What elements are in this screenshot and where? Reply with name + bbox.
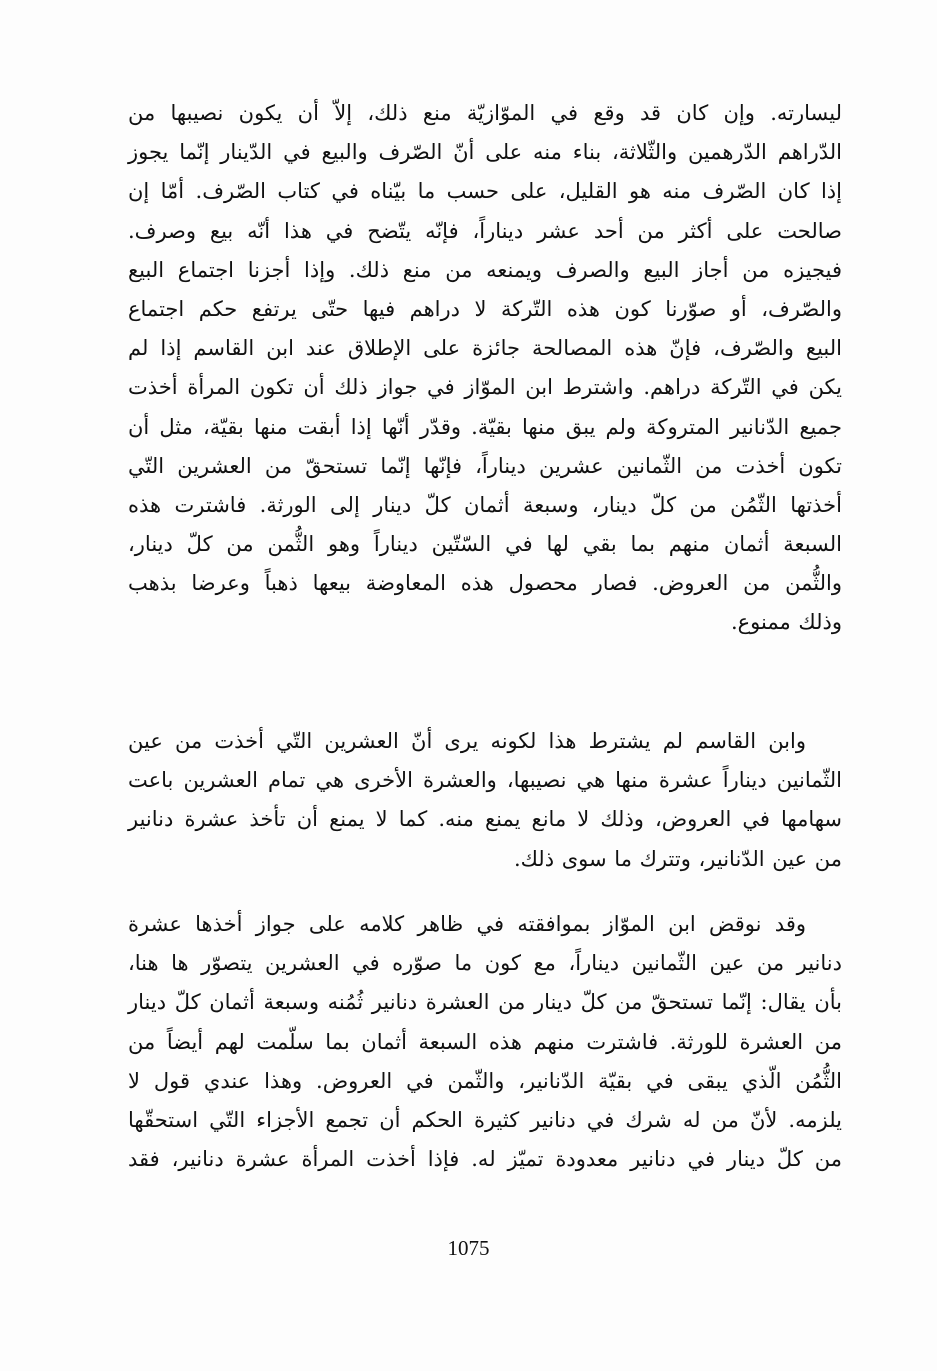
text-line: ليسارته. وإن كان قد وقع في الموّازيّة منع ذلك، إلاّ أن يكون نصيبها من (128, 101, 842, 125)
text-line: بأن يقال: إنّما تستحقّ من كلّ دينار من العشرة دنانير ثُمُنه وسبعة أثمان كلّ دينار (128, 990, 842, 1015)
paragraph-1 (128, 94, 842, 643)
text-line: من العشرة للورثة. فاشترت منهم هذه السبعة أثمان بما سلّمت لهم أيضاً من (128, 1029, 842, 1054)
text-line: الدّراهم الدّرهمين والثّلاثة، بناء منه على أنّ الصّرف والبيع في الدّينار إنّما يجوز (128, 140, 842, 165)
text-line: من عين الدّنانير، وتترك ما سوى ذلك. (513, 846, 842, 871)
text-line: وذلك ممنوع. (730, 610, 842, 635)
text-line: السبعة أثمان منهم بما بقي لها في السّتّين ديناراً وهو الثُّمن من كلّ دينار، (128, 532, 842, 557)
paragraph-2 (128, 722, 842, 879)
text-line: وابن القاسم لم يشترط هذا لكونه يرى أنّ العشرين التّي أخذت من عين (128, 729, 806, 753)
text-line: تكون أخذت من الثّمانين عشرين ديناراً، فإنّها إنّما تستحقّ من العشرين التّي (128, 453, 842, 478)
text-line: وقد نوقض ابن الموّاز بموافقته في ظاهر كلامه على جواز أخذها عشرة (128, 912, 806, 936)
text-line: يكن في التّركة دراهم. واشترط ابن الموّاز في جواز ذلك أن تكون المرأة أخذت (128, 375, 842, 400)
text-line: إذا كان الصّرف منه هو القليل، على حسب ما بيّناه في كتاب الصّرف. أمّا إن (128, 179, 842, 204)
text-line: جميع الدّنانير المتروكة ولم يبق منها بقيّة. وقدّر أنّها إذا أبقت منها بقيّة، مثل أن (128, 414, 842, 439)
text-line: فيجيزه من أجاز البيع والصرف ويمنعه من منع ذلك. وإذا أجزنا اجتماع البيع (128, 257, 842, 282)
page-number: 1075 (447, 1236, 490, 1260)
text-line: يلزمه. لأنّ من له شرك في دنانير كثيرة الحكم أن تجمع الأجزاء التّي استحقّها (128, 1107, 842, 1132)
text-line: أخذتها الثّمُن من كلّ دينار، وسبعة أثمان كلّ دينار إلى الورثة. فاشترت هذه (128, 492, 842, 517)
paragraph-3 (128, 905, 842, 1179)
text-line: والصّرف، أو صوّرنا كون هذه التّركة لا دراهم فيها حتّى يرتفع حكم اجتماع (128, 296, 842, 321)
text-line: الثُّمُن الّذي يبقى في بقيّة الدّنانير، والثّمن في العروض. وهذا عندي قول لا (128, 1068, 842, 1093)
text-line: البيع والصّرف، فإنّ هذه المصالحة جائزة على الإطلاق عند ابن القاسم إذا لم (128, 336, 842, 361)
text-line: دنانير من عين الثّمانين ديناراً، مع كون ما صوّره في العشرين يتصوّر ها هنا، (128, 951, 842, 976)
text-line: سهامها في العروض، وذلك لا مانع يمنع منه. كما لا يمنع أن تأخذ عشرة دنانير (128, 807, 842, 832)
text-line: والثُّمن من العروض. فصار محصول هذه المعاوضة بيعها ذهباً وعرضا بذهب (128, 571, 842, 596)
text-line: صالحت على أكثر من أحد عشر ديناراً، فإنّه يتّضح في هذا أنّه بيع وصرف. (128, 218, 842, 243)
text-line: من كلّ دينار في دنانير معدودة تميّز له. فإذا أخذت المرأة عشرة دنانير، فقد (128, 1147, 842, 1172)
text-line: الثّمانين ديناراً عشرة منها هي نصيبها، والعشرة الأخرى هي تمام العشرين باعت (128, 768, 842, 793)
